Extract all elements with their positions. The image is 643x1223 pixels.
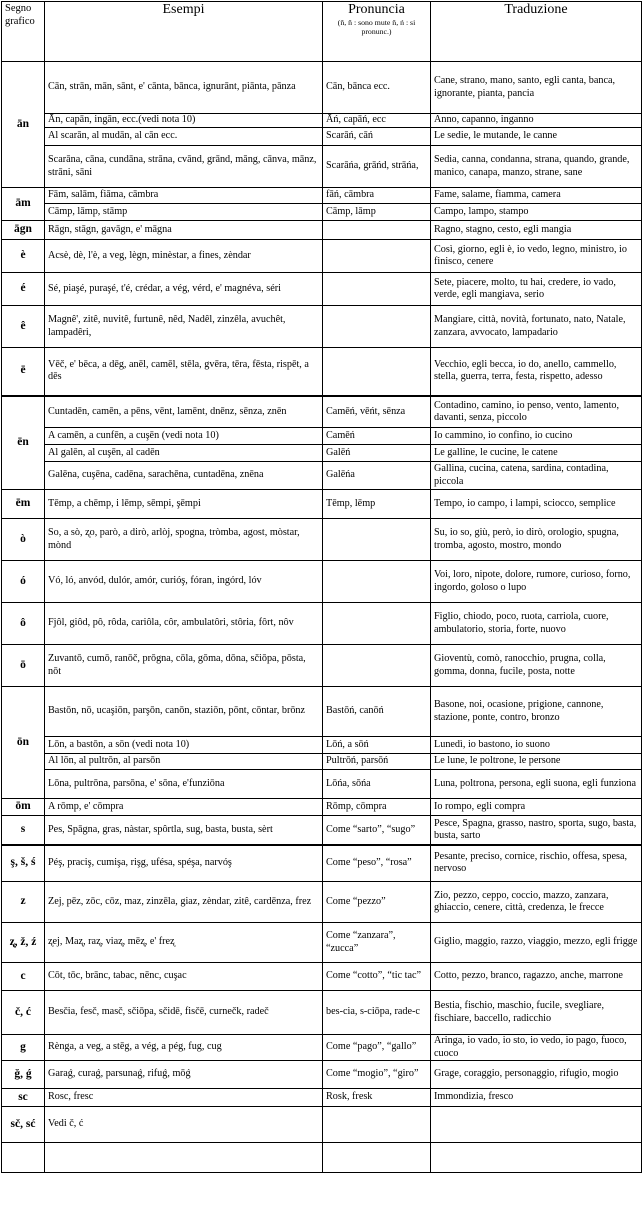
pronuncia-cell: Cāmp, lāmp [323,204,431,221]
traduzione-cell: Zio, pezzo, ceppo, coccio, mazzo, zanzara, ghiaccio, cenere, città, credenza, le frecce [431,882,642,923]
traduzione-cell: Figlio, chiodo, poco, ruota, carriola, cuore, ambulatorio, storia, forte, nuovo [431,603,642,645]
segno-cell: ōm [2,799,45,816]
table-row [2,128,642,146]
traduzione-cell: Cane, strano, mano, santo, egli canta, banca, ignorante, pianta, pancia [431,62,642,114]
header-row [2,2,642,62]
traduzione-cell: Giglio, maggio, razzo, viaggio, mezzo, egli frigge [431,923,642,963]
esempi-cell: Cān, strān, mān, sānt, e' cānta, bānca, ignurānt, piānta, pānza [45,62,323,114]
traduzione-cell: Io rompo, egli compra [431,799,642,816]
pronuncia-cell: Come “mogio”, “giro” [323,1061,431,1089]
pronuncia-cell [323,645,431,687]
table-row [2,188,642,204]
traduzione-cell: Le lune, le poltrone, le persone [431,754,642,770]
header-segno: Segno grafico [2,2,45,62]
pronuncia-cell [323,348,431,396]
table-row [2,1089,642,1107]
esempi-cell [45,1143,323,1173]
traduzione-cell: Campo, lampo, stampo [431,204,642,221]
segno-cell: ê [2,306,45,348]
traduzione-cell: Su, io so, giù, però, io dirò, orologio, spugna, tromba, agosto, mostro, mondo [431,519,642,561]
table-row [2,204,642,221]
segno-cell: ş, š, ś [2,845,45,882]
esempi-cell: Rosc, fresc [45,1089,323,1107]
segno-cell: ğ, ǵ [2,1061,45,1089]
esempi-cell: Pes, Spāgna, gras, nàstar, spôrtla, sug, basta, busta, sèrt [45,816,323,845]
esempi-cell: Tēmp, a chēmp, i lēmp, sēmpi, şēmpi [45,490,323,519]
traduzione-cell [431,1143,642,1173]
table-row [2,146,642,188]
pronuncia-cell [323,1143,431,1173]
header-traduzione: Traduzione [431,2,642,62]
table-row [2,923,642,963]
esempi-cell: Rènga, a veg, a stēg, a vég, a pég, fug, cug [45,1035,323,1061]
traduzione-cell: Ragno, stagno, cesto, egli mangia [431,221,642,240]
table-row [2,348,642,396]
pronuncia-cell: fāń, cāmbra [323,188,431,204]
traduzione-cell: Io cammino, io confino, io cucino [431,428,642,445]
segno-cell: ô [2,603,45,645]
header-pronuncia: Pronuncia [348,2,405,17]
table-row [2,221,642,240]
pronuncia-cell [323,221,431,240]
table-row [2,687,642,737]
pronuncia-cell: Scarāń, cāń [323,128,431,146]
traduzione-cell: Mangiare, città, novità, fortunato, nato, Natale, zanzara, avvocato, lampadario [431,306,642,348]
traduzione-cell: Voi, loro, nipote, dolore, rumore, curioso, forno, ingordo, goloso o lupo [431,561,642,603]
pronuncia-cell: Scarāńa, grāńd, strāńa, [323,146,431,188]
esempi-cell: Al lōn, al pultrōn, al parsōn [45,754,323,770]
esempi-cell: Galēna, cuşēna, cadēna, sarachēna, cuntadēna, znēna [45,462,323,490]
pronuncia-cell: Come “pezzo” [323,882,431,923]
table-row [2,816,642,845]
traduzione-cell: Le galline, le cucine, le catene [431,445,642,462]
esempi-cell: Fām, salām, fiāma, cāmbra [45,188,323,204]
table-row [2,428,642,445]
traduzione-cell: Basone, noi, ocasione, prigione, cannone, stazione, ponte, contro, bronzo [431,687,642,737]
traduzione-cell: Immondizia, fresco [431,1089,642,1107]
table-row [2,737,642,754]
table-row [2,882,642,923]
segno-cell: é [2,273,45,306]
esempi-cell: Ān, capān, ingān, ecc.(vedi nota 10) [45,114,323,128]
esempi-cell: Péş, praciş, cumişa, rişg, ufésa, spéşa, narvóş [45,845,323,882]
traduzione-cell: Lunedì, io bastono, io suono [431,737,642,754]
traduzione-cell: Pesante, preciso, cornice, rischio, offesa, spesa, nervoso [431,845,642,882]
pronuncia-cell: Camēń [323,428,431,445]
segno-cell: ēn [2,396,45,490]
segno-cell: ōn [2,687,45,799]
traduzione-cell: Luna, poltrona, persona, egli suona, egli funziona [431,770,642,799]
table-row [2,62,642,114]
pronuncia-cell: Come “cotto”, “tic tac” [323,963,431,991]
table-row [2,645,642,687]
pronuncia-cell: bes-cia, s-ciōpa, rade-c [323,991,431,1035]
table-row [2,396,642,428]
segno-cell: z [2,882,45,923]
pronuncia-cell: Come “pago”, “gallo” [323,1035,431,1061]
segno-cell: āgn [2,221,45,240]
pronuncia-cell [323,603,431,645]
esempi-cell: Cuntadēn, camēn, a pēns, vēnt, lamēnt, dnēnz, sēnza, znēn [45,396,323,428]
traduzione-cell: Gioventù, comò, ranocchio, prugna, colla, gomma, donna, fucile, posta, notte [431,645,642,687]
segno-cell: č, ć [2,991,45,1035]
pronuncia-cell: Rosk, fresk [323,1089,431,1107]
pronuncia-cell [323,519,431,561]
traduzione-cell: Aringa, io vado, io sto, io vedo, io pago, fuoco, cuoco [431,1035,642,1061]
pronuncia-cell: Tēmp, lēmp [323,490,431,519]
esempi-cell: Al scarān, al mudān, al cān ecc. [45,128,323,146]
esempi-cell: Al galēn, al cuşēn, al cadēn [45,445,323,462]
header-pronuncia-cell [323,2,431,62]
segno-cell: ō [2,645,45,687]
table-row [2,1061,642,1089]
pronuncia-cell [323,306,431,348]
segno-cell: ʐ, ž, ź [2,923,45,963]
table-row [2,963,642,991]
pronuncia-cell: Cān, bānca ecc. [323,62,431,114]
segno-cell [2,1143,45,1173]
traduzione-cell: Le sedie, le mutande, le canne [431,128,642,146]
segno-cell: ē [2,348,45,396]
traduzione-cell: Anno, capanno, inganno [431,114,642,128]
table-row [2,1107,642,1143]
pronuncia-cell [323,561,431,603]
table-row [2,273,642,306]
header-esempi: Esempi [45,2,323,62]
pronuncia-cell: Come “zanzara”, “zucca” [323,923,431,963]
pronuncia-cell: Pultrōń, parsōń [323,754,431,770]
table-row [2,1035,642,1061]
esempi-cell: Cāmp, lāmp, stāmp [45,204,323,221]
esempi-cell: Vó, ló, anvód, dulór, amór, curióş, fóran, ingórd, lóv [45,561,323,603]
orthography-table [1,1,642,1173]
table-row [2,519,642,561]
pronuncia-cell: Galēń [323,445,431,462]
traduzione-cell: Vecchio, egli becca, io do, anello, cammello, stella, guerra, terra, festa, rispetto, adesso [431,348,642,396]
segno-cell: g [2,1035,45,1061]
segno-cell: ān [2,62,45,188]
traduzione-cell: Così, giorno, egli è, io vedo, legno, ministro, io finisco, cenere [431,240,642,273]
esempi-cell: ʐej, Maʐ, raʐ, viaʐ, mēʐ, e' freʐ [45,923,323,963]
traduzione-cell: Fame, salame, fiamma, camera [431,188,642,204]
table-row [2,845,642,882]
segno-cell: ò [2,519,45,561]
pronuncia-cell: Come “peso”, “rosa” [323,845,431,882]
segno-cell: ām [2,188,45,221]
esempi-cell: Scarāna, cāna, cundāna, strāna, cvānd, grānd, māng, cānva, mānz, strāni, sāni [45,146,323,188]
esempi-cell: Sé, piaşé, puraşé, t'é, crédar, a vég, vérd, e' magnéva, séri [45,273,323,306]
esempi-cell: Lōn, a bastōn, a sōn (vedi nota 10) [45,737,323,754]
esempi-cell: Lōna, pultrōna, parsōna, e' sōna, e'funziōna [45,770,323,799]
traduzione-cell: Tempo, io campo, i lampi, sciocco, semplice [431,490,642,519]
table-row [2,240,642,273]
table-row [2,799,642,816]
pronuncia-cell: Galēńa [323,462,431,490]
table-row [2,114,642,128]
pronuncia-cell: Rōmp, cōmpra [323,799,431,816]
segno-cell: è [2,240,45,273]
segno-cell: c [2,963,45,991]
pronuncia-cell: Lōńa, sōńa [323,770,431,799]
table-row [2,306,642,348]
table-body [2,62,642,1173]
table-row [2,770,642,799]
pronuncia-cell [323,1107,431,1143]
esempi-cell: Magnê', zitê, nuvitê, furtunê, nêd, Nadêl, zinzêla, avuchêt, lampadêri, [45,306,323,348]
segno-cell: ó [2,561,45,603]
pronuncia-cell: Bastōń, canōń [323,687,431,737]
traduzione-cell: Contadino, camino, io penso, vento, lamento, davanti, senza, piccolo [431,396,642,428]
esempi-cell: Acsè, dè, l'è, a veg, lègn, minèstar, a fines, zèndar [45,240,323,273]
esempi-cell: A rōmp, e' cōmpra [45,799,323,816]
esempi-cell: So, a sò, ʐo, parò, a dirò, arlòj, spogna, tròmba, agost, mòstar, mònd [45,519,323,561]
traduzione-cell: Grage, coraggio, personaggio, rifugio, mogio [431,1061,642,1089]
esempi-cell: Bastōn, nō, ucaşiōn, parşōn, canōn, staziōn, pōnt, cōntar, brōnz [45,687,323,737]
traduzione-cell: Cotto, pezzo, branco, ragazzo, anche, marrone [431,963,642,991]
esempi-cell: Rāgn, stāgn, gavāgn, e' māgna [45,221,323,240]
pronuncia-cell: Come “sarto”, “sugo” [323,816,431,845]
esempi-cell: Garaǵ, curaǵ, parsunaǵ, rifuǵ, mōǵ [45,1061,323,1089]
traduzione-cell [431,1107,642,1143]
segno-cell: s [2,816,45,845]
pronuncia-cell [323,240,431,273]
segno-cell: sc [2,1089,45,1107]
pronuncia-cell: Lōń, a sōń [323,737,431,754]
pronuncia-cell [323,273,431,306]
table-row [2,561,642,603]
esempi-cell: Besčia, fesč, masč, sčiōpa, sčidē, fisčē, curnečk, radeč [45,991,323,1035]
table-row [2,445,642,462]
traduzione-cell: Bestia, fischio, maschio, fucile, svegliare, fischiare, baccello, radicchio [431,991,642,1035]
table-row [2,603,642,645]
table-row [2,991,642,1035]
esempi-cell: A camēn, a cunfēn, a cuşēn (vedi nota 10) [45,428,323,445]
traduzione-cell: Sete, piacere, molto, tu hai, credere, io vado, verde, egli mangiava, serio [431,273,642,306]
header-pronuncia-note: (ň, ň : sono mute ň, ń : si pronunc.) [337,17,416,36]
segno-cell: ēm [2,490,45,519]
esempi-cell: Cōt, tōc, brānc, tabac, nēnc, cuşac [45,963,323,991]
table-row [2,490,642,519]
esempi-cell: Zuvantō, cumō, ranōč, prōgna, cōla, gōma, dōna, sčiōpa, pōsta, nōt [45,645,323,687]
traduzione-cell: Pesce, Spagna, grasso, nastro, sporta, sugo, basta, busta, sarto [431,816,642,845]
esempi-cell: Vedi č, ć [45,1107,323,1143]
esempi-cell: Fjôl, giôd, pô, rôda, cariôla, côr, ambulatôri, stôria, fôrt, nôv [45,603,323,645]
pronuncia-cell: Camēń, vēńt, sēnza [323,396,431,428]
esempi-cell: Vēč, e' bēca, a dēg, anēl, camēl, stēla, gvēra, tēra, fēsta, rispēt, a dēs [45,348,323,396]
table-row [2,754,642,770]
esempi-cell: Zej, pēz, zōc, cōz, maz, zinzēla, giaz, zèndar, zitê, cardēnza, frez [45,882,323,923]
table-row [2,462,642,490]
table-row [2,1143,642,1173]
pronuncia-cell: Āń, capāń, ecc [323,114,431,128]
traduzione-cell: Gallina, cucina, catena, sardina, contadina, piccola [431,462,642,490]
segno-cell: sč, sć [2,1107,45,1143]
traduzione-cell: Sedia, canna, condanna, strana, quando, grande, manico, canapa, manzo, strane, sane [431,146,642,188]
